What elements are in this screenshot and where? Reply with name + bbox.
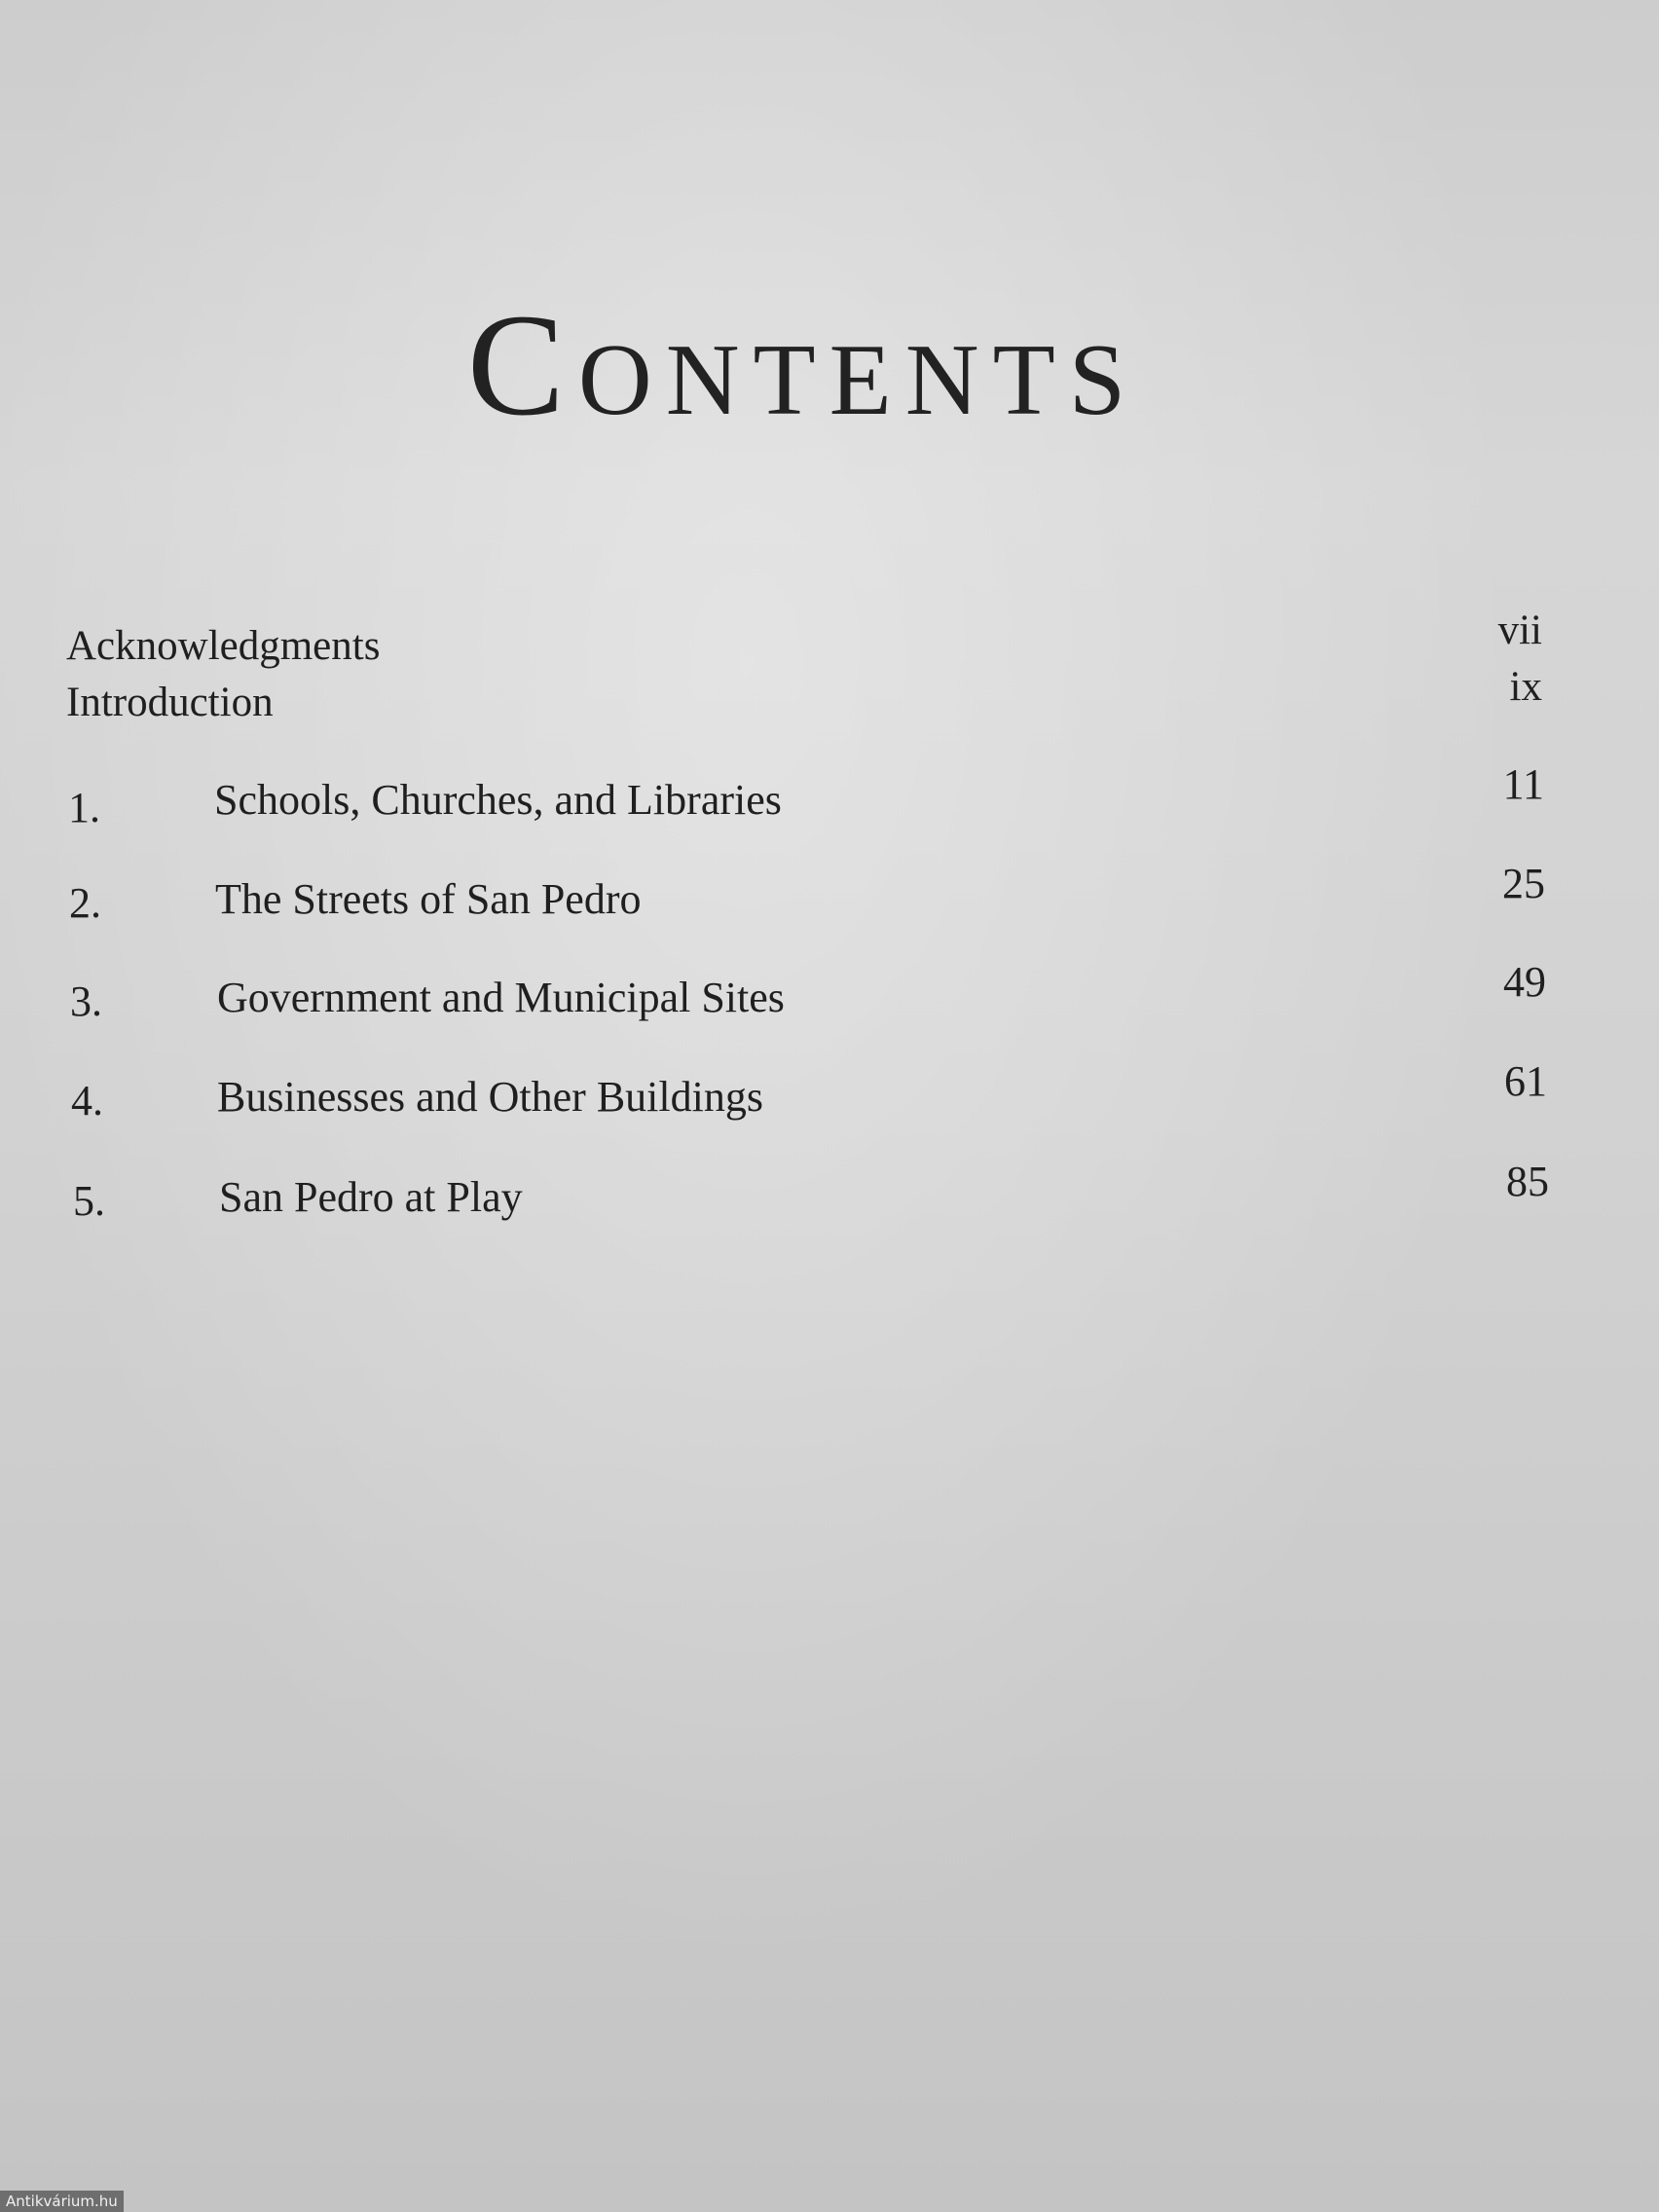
chapter-title: Schools, Churches, and Libraries	[214, 776, 782, 824]
front-matter-label: Introduction	[66, 680, 274, 725]
front-matter-label: Acknowledgments	[66, 623, 381, 669]
chapter-page: 85	[1506, 1158, 1549, 1205]
front-matter-page: vii	[1497, 608, 1542, 653]
chapter-number: 5.	[73, 1177, 105, 1225]
front-matter-page: ix	[1509, 664, 1542, 710]
chapter-title: Businesses and Other Buildings	[217, 1073, 763, 1121]
chapter-title: The Streets of San Pedro	[215, 875, 642, 923]
chapter-page: 49	[1503, 958, 1546, 1006]
chapter-title: Government and Municipal Sites	[217, 974, 785, 1021]
page-title: Contents	[466, 284, 1140, 446]
chapter-page: 25	[1502, 860, 1545, 907]
chapter-number: 1.	[68, 784, 100, 831]
chapter-number: 4.	[71, 1077, 103, 1124]
chapter-number: 3.	[70, 977, 102, 1025]
chapter-number: 2.	[69, 879, 101, 927]
chapter-page: 11	[1502, 760, 1544, 808]
watermark-logo: Antikvárium.hu	[0, 2191, 124, 2212]
chapter-title: San Pedro at Play	[219, 1173, 523, 1221]
chapter-page: 61	[1504, 1057, 1547, 1105]
